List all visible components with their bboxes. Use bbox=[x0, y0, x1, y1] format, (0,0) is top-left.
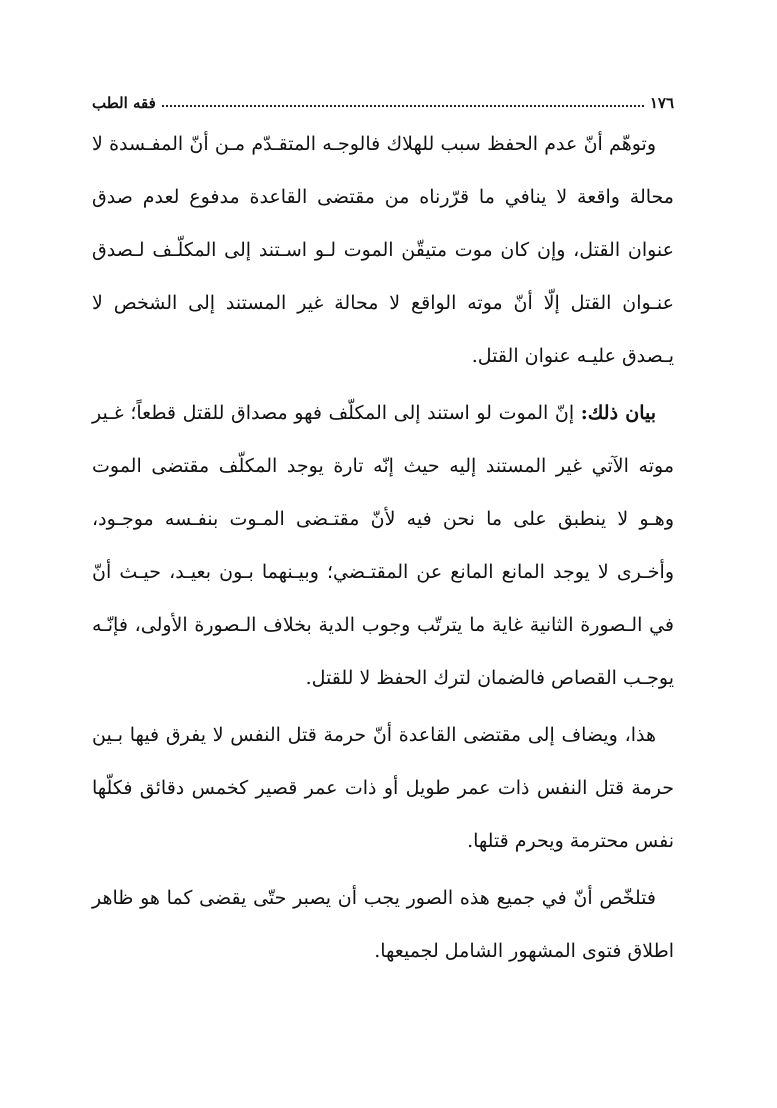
running-title: فقه الطب bbox=[92, 94, 156, 112]
paragraph-1: وتوهّم أنّ عدم الحفظ سبب للهلاك فالوجـه المتقـدّم مـن أنّ المفـسدة لا محالة واقعة لا ينافي ما قرّرناه من مقتضى القاعدة مدفوع لعدم صدق عنوان القتل، وإن كان موت متيقّن الموت لـو اسـتند إلى المكلّـف لـصدق عنـوان القتل إلّا أنّ موته الواقع لا محالة غير المستند إلى الشخص لا يـصدق عليـه عنوان القتل. bbox=[92, 133, 674, 367]
dotted-leader bbox=[162, 105, 644, 107]
paragraph-lead-continuation: إنّ الموت لو استند إلى المكلّف فهو مصداق للقتل قطعاً؛ غـير bbox=[92, 402, 581, 424]
page-header bbox=[92, 84, 674, 112]
paragraph-lead: بيان ذلك: bbox=[580, 402, 656, 424]
paragraph-2 bbox=[92, 387, 674, 705]
page-number: ١٧٦ bbox=[649, 94, 674, 112]
body-text bbox=[92, 118, 674, 982]
paragraph-4: فتلخّص أنّ في جميع هذه الصور يجب أن يصبر حتّى يقضى كما هو ظاهر اطلاق فتوى المشهور الشامل لجميعها. bbox=[92, 887, 674, 962]
paragraph-2-text: موته الآتي غير المستند إليه حيث إنّه تارة يوجد المكلّف مقتضى الموت وهـو لا ينطبق على ما نحن فيه لأنّ مقتـضى المـوت بنفـسه موجـود، وأخـرى لا يوجد المانع المانع عن المقتـضي؛ وبيـنهما بـون بعيـد، حيـث أنّ في الـصورة الثانية غاية ما يترتّب وجوب الدية بخلاف الـصورة الأولى، فإنّـه يوجـب القصاص فالضمان لترك الحفظ لا للقتل. bbox=[92, 455, 674, 689]
paragraph-3: هذا، ويضاف إلى مقتضى القاعدة أنّ حرمة قتل النفس لا يفرق فيها بـين حرمة قتل النفس ذات عمر طويل أو ذات عمر قصير كخمس دقائق فكلّها نفس محترمة ويحرم قتلها. bbox=[92, 724, 674, 852]
